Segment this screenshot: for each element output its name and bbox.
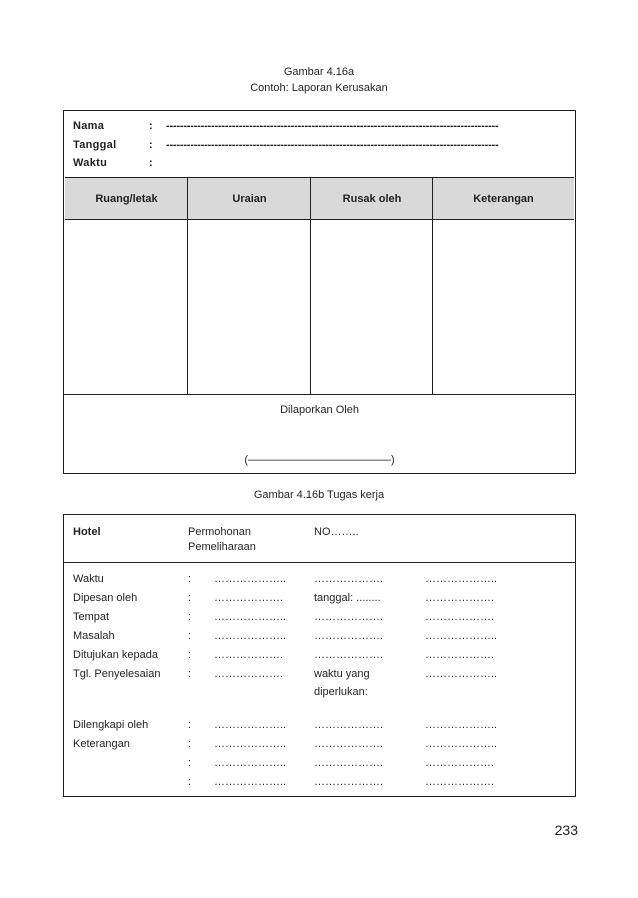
row-label: Masalah	[73, 630, 115, 642]
column-header-uraian: Uraian	[232, 193, 267, 205]
field-value-tanggal: ------------------------------------------------------------------------------------------------	[166, 139, 499, 151]
row-value-1: ……………….	[214, 668, 284, 680]
damage-report-form	[63, 110, 576, 474]
row-value-3: ………………..	[425, 573, 498, 585]
row-label: Dipesan oleh	[73, 592, 138, 604]
row-value-2: tanggal: ........	[314, 592, 381, 604]
row-value-2: ……………….	[314, 649, 384, 661]
row-value-2: ……………….	[314, 776, 384, 788]
figure-b-caption: Gambar 4.16b Tugas kerja	[253, 489, 385, 501]
reported-by-label: Dilaporkan Oleh	[280, 404, 359, 416]
row-value-1: ………………..	[214, 611, 287, 623]
row-colon: :	[188, 719, 192, 731]
column-divider	[310, 177, 311, 394]
column-header-keterangan: Keterangan	[473, 193, 534, 205]
row-value-2: ……………….	[314, 719, 384, 731]
row-value-3: ……………….	[425, 592, 495, 604]
row-colon: :	[188, 668, 192, 680]
column-header-rusak-oleh: Rusak oleh	[342, 193, 402, 205]
row-value-3: ……………….	[425, 649, 495, 661]
row-colon: :	[188, 592, 192, 604]
signature-divider	[64, 394, 575, 395]
page-number: 233	[554, 822, 578, 838]
field-colon: :	[149, 139, 153, 151]
row-value-1: ……………….	[214, 592, 284, 604]
row-colon: :	[188, 573, 192, 585]
row-label: Ditujukan kepada	[73, 649, 159, 661]
row-label: Dilengkapi oleh	[73, 719, 149, 731]
field-colon: :	[149, 120, 153, 132]
row-value-1: ……………….	[214, 649, 284, 661]
signature-line: (—————————————)	[244, 454, 395, 466]
hotel-label: Hotel	[73, 526, 101, 538]
column-divider	[432, 177, 433, 394]
row-colon: :	[188, 611, 192, 623]
row-value-3: ………………..	[425, 738, 498, 750]
row-value-3: ……………….	[425, 611, 495, 623]
row-label: Keterangan	[73, 738, 130, 750]
field-colon: :	[149, 157, 153, 169]
row-label: Waktu	[73, 573, 104, 585]
row-colon: :	[188, 738, 192, 750]
row-value-1: ………………..	[214, 573, 287, 585]
field-label-tanggal: Tanggal	[73, 139, 117, 151]
row-label: Tempat	[73, 611, 110, 623]
row-value-3: ………………..	[425, 668, 498, 680]
column-divider	[187, 177, 188, 394]
row-colon: :	[188, 630, 192, 642]
figure-a-caption-subtitle: Contoh: Laporan Kerusakan	[250, 82, 388, 94]
row-value-1: ………………..	[214, 630, 287, 642]
row-colon: :	[188, 649, 192, 661]
row-value-3: ………………..	[425, 630, 498, 642]
field-value-nama: ------------------------------------------------------------------------------------------------	[166, 120, 499, 132]
row-value-2: ……………….	[314, 757, 384, 769]
request-title-line2: Pemeliharaan	[188, 541, 256, 553]
header-divider	[64, 562, 575, 563]
row-colon: :	[188, 757, 192, 769]
field-label-waktu: Waktu	[73, 157, 108, 169]
field-label-nama: Nama	[73, 120, 105, 132]
request-title-line1: Permohonan	[188, 526, 251, 538]
row-value-2: waktu yang	[314, 668, 370, 680]
row-value-1: ………………..	[214, 719, 287, 731]
order-number: NO……..	[314, 526, 359, 538]
row-value-2: ……………….	[314, 630, 384, 642]
row-value-1: ………………..	[214, 738, 287, 750]
row-value-1: ………………..	[214, 776, 287, 788]
work-order-form	[63, 514, 576, 797]
row-value-3: ………………..	[425, 719, 498, 731]
row-value-3: ……………….	[425, 776, 495, 788]
table-header-row	[65, 177, 574, 220]
row-value-3: ……………….	[425, 757, 495, 769]
column-header-ruang: Ruang/letak	[95, 193, 158, 205]
row-label: Tgl. Penyelesaian	[73, 668, 161, 680]
row-value-2: ……………….	[314, 573, 384, 585]
row-value-2: ……………….	[314, 738, 384, 750]
figure-a-caption-title: Gambar 4.16a	[283, 66, 355, 78]
duration-label: diperlukan:	[314, 686, 368, 698]
row-value-1: ………………..	[214, 757, 287, 769]
row-colon: :	[188, 776, 192, 788]
row-value-2: ……………….	[314, 611, 384, 623]
